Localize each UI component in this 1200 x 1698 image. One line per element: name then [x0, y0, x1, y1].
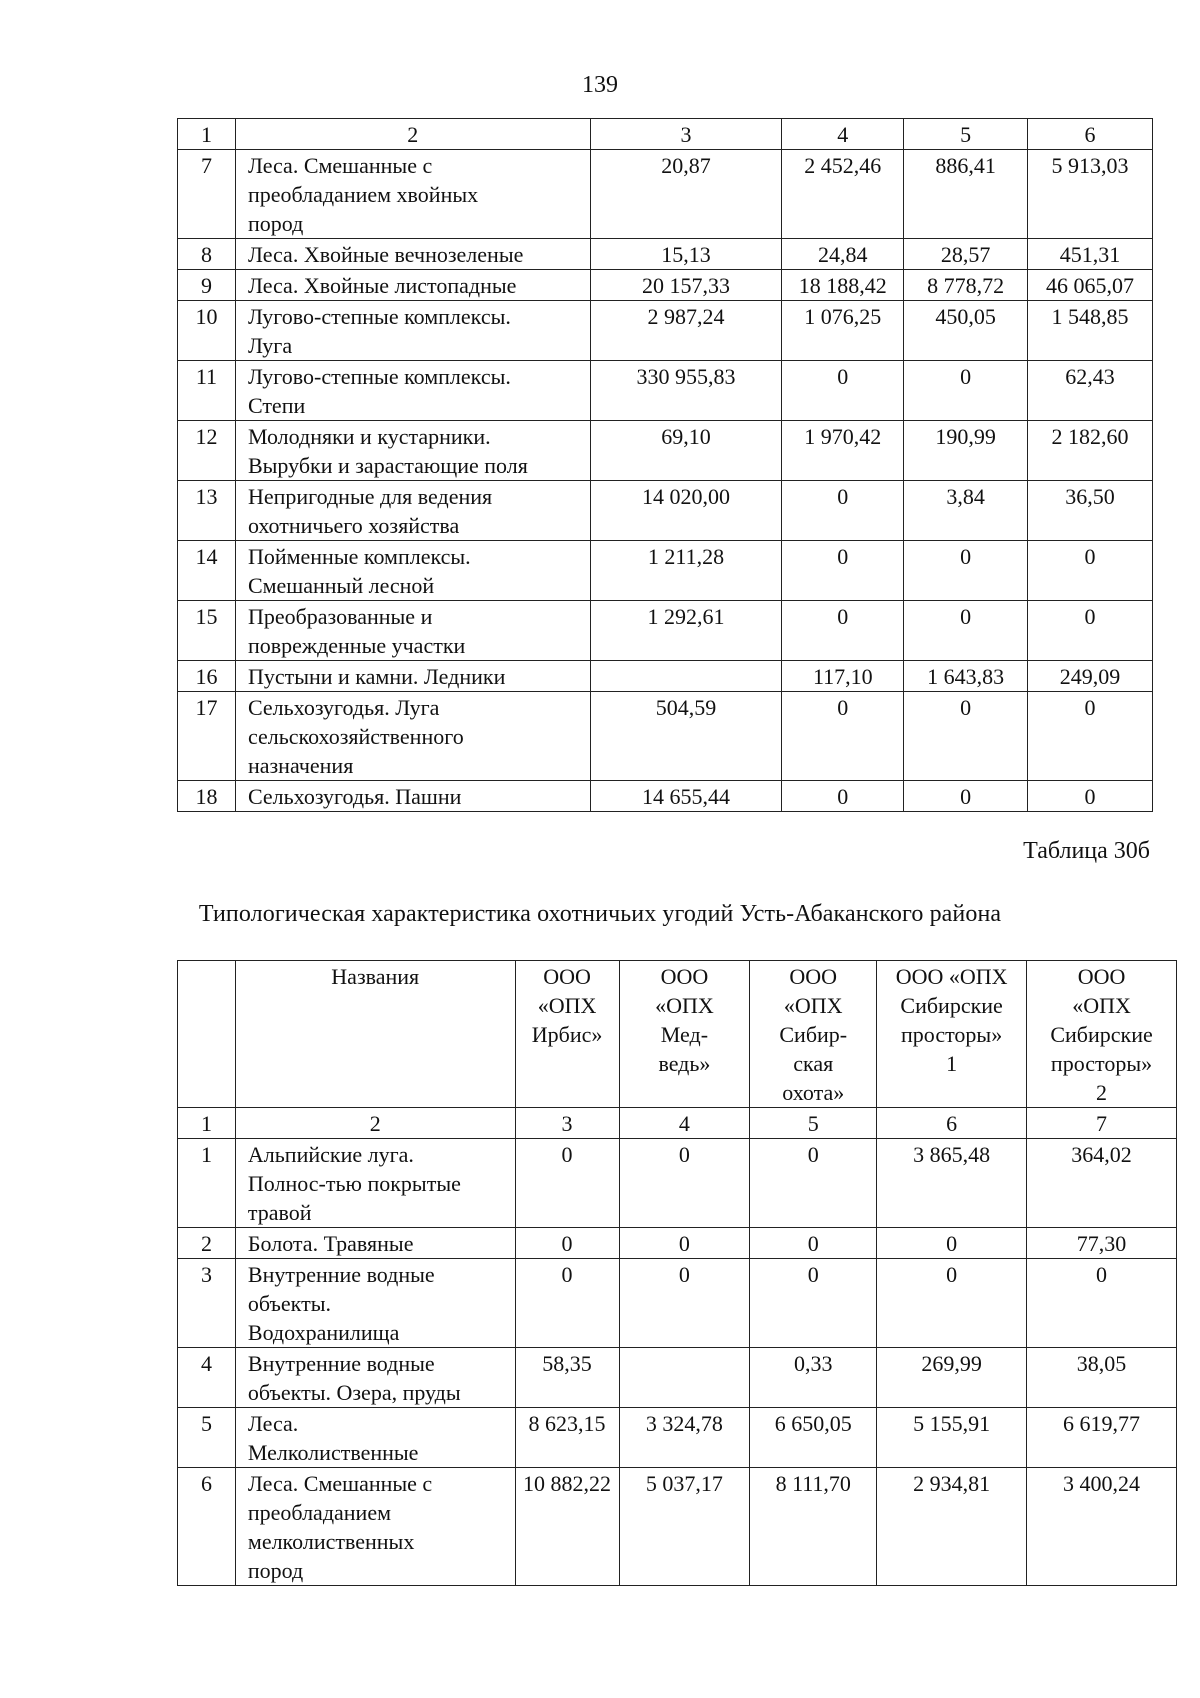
cell-line: поврежденные участки	[247, 633, 466, 658]
value-cell: 6 650,05	[750, 1408, 877, 1468]
company-header: ООО «ОПХ Сибир- ская охота»	[750, 961, 877, 1108]
value-cell: 0,33	[750, 1348, 877, 1408]
value-cell: 8 623,15	[515, 1408, 619, 1468]
cell-line: преобладанием хвойных	[247, 182, 479, 207]
cell-line: Сельхозугодья. Луга	[247, 695, 440, 720]
cell-line: Внутренние водные	[247, 1262, 435, 1287]
table-row	[178, 1468, 1177, 1586]
cell-line: Лугово-степные комплексы.	[247, 304, 511, 329]
company-header: ООО «ОПХ Сибирские просторы» 2	[1027, 961, 1177, 1108]
value-cell: 2 934,81	[877, 1468, 1027, 1586]
value-cell: 0	[782, 692, 904, 781]
value-cell: 249,09	[1028, 661, 1153, 692]
row-number: 1	[178, 1139, 236, 1228]
table-row	[178, 150, 1153, 239]
row-name	[235, 301, 590, 361]
cell-line: Лугово-степные комплексы.	[247, 364, 511, 389]
row-number: 11	[178, 361, 236, 421]
table-header-row	[178, 961, 1177, 1108]
column-number-header: 1	[178, 1108, 236, 1139]
table-row	[178, 1259, 1177, 1348]
value-cell: 3 400,24	[1027, 1468, 1177, 1586]
value-cell: 38,05	[1027, 1348, 1177, 1408]
row-name	[235, 150, 590, 239]
value-cell: 451,31	[1028, 239, 1153, 270]
value-cell: 58,35	[515, 1348, 619, 1408]
row-name	[235, 601, 590, 661]
value-cell: 14 020,00	[590, 481, 782, 541]
cell-line: Леса. Хвойные листопадные	[247, 273, 517, 298]
row-number: 8	[178, 239, 236, 270]
value-cell: 36,50	[1028, 481, 1153, 541]
value-cell: 1 970,42	[782, 421, 904, 481]
row-number: 13	[178, 481, 236, 541]
row-name	[235, 781, 590, 812]
value-cell: 450,05	[904, 301, 1028, 361]
value-cell: 69,10	[590, 421, 782, 481]
value-cell: 6 619,77	[1027, 1408, 1177, 1468]
row-number: 14	[178, 541, 236, 601]
value-cell: 117,10	[782, 661, 904, 692]
value-cell: 0	[782, 361, 904, 421]
cell-line: Преобразованные и	[247, 604, 433, 629]
value-cell: 0	[750, 1259, 877, 1348]
value-cell: 20,87	[590, 150, 782, 239]
names-header: Названия	[235, 961, 515, 1108]
table-row	[178, 1228, 1177, 1259]
value-cell: 1 211,28	[590, 541, 782, 601]
value-cell: 364,02	[1027, 1139, 1177, 1228]
row-number: 18	[178, 781, 236, 812]
cell-line: Сельхозугодья. Пашни	[247, 784, 462, 809]
value-cell: 0	[750, 1139, 877, 1228]
table-row	[178, 301, 1153, 361]
company-header	[178, 961, 236, 1108]
value-cell: 0	[515, 1139, 619, 1228]
table-header-row	[178, 119, 1153, 150]
value-cell: 10 882,22	[515, 1468, 619, 1586]
value-cell: 0	[619, 1139, 750, 1228]
cell-line: Внутренние водные	[247, 1351, 435, 1376]
row-name	[235, 239, 590, 270]
company-header: ООО «ОПХ Мед- ведь»	[619, 961, 750, 1108]
cell-line: Леса.	[247, 1411, 299, 1436]
row-name	[235, 1468, 515, 1586]
value-cell: 77,30	[1027, 1228, 1177, 1259]
value-cell: 0	[1028, 541, 1153, 601]
value-cell: 0	[904, 692, 1028, 781]
row-name	[235, 1259, 515, 1348]
column-number-header: 5	[904, 119, 1028, 150]
value-cell: 1 643,83	[904, 661, 1028, 692]
row-name	[235, 661, 590, 692]
row-name	[235, 1348, 515, 1408]
table-title: Типологическая характеристика охотничьих угодий Усть-Абаканского района	[198, 901, 1002, 927]
value-cell: 28,57	[904, 239, 1028, 270]
value-cell: 5 913,03	[1028, 150, 1153, 239]
row-number: 17	[178, 692, 236, 781]
row-name	[235, 1139, 515, 1228]
cell-line: Молодняки и кустарники.	[247, 424, 491, 449]
row-number: 15	[178, 601, 236, 661]
column-number-header: 6	[1028, 119, 1153, 150]
row-number: 4	[178, 1348, 236, 1408]
value-cell: 330 955,83	[590, 361, 782, 421]
cell-line: мелколиственных	[247, 1529, 415, 1554]
value-cell: 2 452,46	[782, 150, 904, 239]
value-cell: 8 111,70	[750, 1468, 877, 1586]
value-cell: 0	[877, 1228, 1027, 1259]
column-number-header: 7	[1027, 1108, 1177, 1139]
value-cell: 8 778,72	[904, 270, 1028, 301]
table-number-row	[178, 1108, 1177, 1139]
value-cell	[619, 1348, 750, 1408]
cell-line: пород	[247, 211, 304, 236]
cell-line: Луга	[247, 333, 293, 358]
cell-line: Степи	[247, 393, 306, 418]
row-number: 12	[178, 421, 236, 481]
cell-line: Болота. Травяные	[247, 1231, 414, 1256]
column-number-header: 3	[515, 1108, 619, 1139]
value-cell: 15,13	[590, 239, 782, 270]
row-number: 5	[178, 1408, 236, 1468]
cell-line: Непригодные для ведения	[247, 484, 493, 509]
column-number-header: 3	[590, 119, 782, 150]
table-row	[178, 541, 1153, 601]
table-row	[178, 661, 1153, 692]
value-cell: 2 987,24	[590, 301, 782, 361]
cell-line: сельскохозяйственного	[247, 724, 464, 749]
value-cell: 18 188,42	[782, 270, 904, 301]
table-row	[178, 1348, 1177, 1408]
value-cell: 24,84	[782, 239, 904, 270]
row-name	[235, 361, 590, 421]
page-number: 139	[582, 72, 618, 98]
table-label: Таблица 30б	[1023, 838, 1150, 864]
value-cell: 0	[1028, 781, 1153, 812]
cell-line: пород	[247, 1558, 304, 1583]
table-row	[178, 239, 1153, 270]
row-name	[235, 421, 590, 481]
value-cell: 46 065,07	[1028, 270, 1153, 301]
row-name	[235, 1228, 515, 1259]
cell-line: Леса. Смешанные с	[247, 1471, 433, 1496]
value-cell: 0	[782, 481, 904, 541]
value-cell: 0	[750, 1228, 877, 1259]
table-continued	[177, 118, 1153, 812]
table-row	[178, 481, 1153, 541]
value-cell: 0	[904, 541, 1028, 601]
value-cell: 190,99	[904, 421, 1028, 481]
value-cell: 0	[515, 1228, 619, 1259]
value-cell: 0	[904, 361, 1028, 421]
value-cell: 0	[782, 601, 904, 661]
value-cell: 62,43	[1028, 361, 1153, 421]
value-cell: 5 037,17	[619, 1468, 750, 1586]
value-cell: 2 182,60	[1028, 421, 1153, 481]
row-number: 10	[178, 301, 236, 361]
column-number-header: 6	[877, 1108, 1027, 1139]
row-name	[235, 481, 590, 541]
cell-line: преобладанием	[247, 1500, 392, 1525]
value-cell: 504,59	[590, 692, 782, 781]
value-cell: 0	[1028, 601, 1153, 661]
value-cell: 3 865,48	[877, 1139, 1027, 1228]
cell-line: назначения	[247, 753, 354, 778]
value-cell: 0	[515, 1259, 619, 1348]
row-number: 2	[178, 1228, 236, 1259]
cell-line: Смешанный лесной	[247, 573, 435, 598]
row-number: 6	[178, 1468, 236, 1586]
cell-line: Леса. Хвойные вечнозеленые	[247, 242, 524, 267]
value-cell: 269,99	[877, 1348, 1027, 1408]
company-header: ООО «ОПХ Сибирские просторы» 1	[877, 961, 1027, 1108]
cell-line: объекты.	[247, 1291, 331, 1316]
column-number-header: 1	[178, 119, 236, 150]
row-number: 7	[178, 150, 236, 239]
value-cell: 1 292,61	[590, 601, 782, 661]
cell-line: Мелколиственные	[247, 1440, 419, 1465]
value-cell: 0	[619, 1259, 750, 1348]
column-number-header: 2	[235, 1108, 515, 1139]
table-row	[178, 1408, 1177, 1468]
table-row	[178, 1139, 1177, 1228]
company-header: ООО «ОПХ Ирбис»	[515, 961, 619, 1108]
value-cell	[590, 661, 782, 692]
cell-line: Полнос-тью покрытые	[247, 1171, 461, 1196]
cell-line: Альпийские луга.	[247, 1142, 414, 1167]
table-row	[178, 361, 1153, 421]
row-name	[235, 270, 590, 301]
value-cell: 3 324,78	[619, 1408, 750, 1468]
row-number: 3	[178, 1259, 236, 1348]
value-cell: 886,41	[904, 150, 1028, 239]
value-cell: 1 076,25	[782, 301, 904, 361]
value-cell: 0	[877, 1259, 1027, 1348]
value-cell: 0	[1028, 692, 1153, 781]
cell-line: Пустыни и камни. Ледники	[247, 664, 506, 689]
column-number-header: 5	[750, 1108, 877, 1139]
row-name	[235, 1408, 515, 1468]
row-name	[235, 541, 590, 601]
row-name	[235, 692, 590, 781]
cell-line: Пойменные комплексы.	[247, 544, 471, 569]
value-cell: 1 548,85	[1028, 301, 1153, 361]
column-number-header: 2	[235, 119, 590, 150]
column-number-header: 4	[782, 119, 904, 150]
table-row	[178, 781, 1153, 812]
value-cell: 14 655,44	[590, 781, 782, 812]
table-row	[178, 421, 1153, 481]
value-cell: 0	[904, 601, 1028, 661]
cell-line: охотничьего хозяйства	[247, 513, 460, 538]
value-cell: 0	[619, 1228, 750, 1259]
table-row	[178, 270, 1153, 301]
cell-line: травой	[247, 1200, 312, 1225]
table-row	[178, 601, 1153, 661]
value-cell: 5 155,91	[877, 1408, 1027, 1468]
cell-line: объекты. Озера, пруды	[247, 1380, 461, 1405]
table-30b	[177, 960, 1177, 1586]
value-cell: 0	[782, 541, 904, 601]
row-number: 16	[178, 661, 236, 692]
cell-line: Вырубки и зарастающие поля	[247, 453, 528, 478]
cell-line: Водохранилища	[247, 1320, 400, 1345]
column-number-header: 4	[619, 1108, 750, 1139]
value-cell: 20 157,33	[590, 270, 782, 301]
value-cell: 0	[782, 781, 904, 812]
value-cell: 0	[904, 781, 1028, 812]
value-cell: 0	[1027, 1259, 1177, 1348]
row-number: 9	[178, 270, 236, 301]
cell-line: Леса. Смешанные с	[247, 153, 433, 178]
value-cell: 3,84	[904, 481, 1028, 541]
table-row	[178, 692, 1153, 781]
